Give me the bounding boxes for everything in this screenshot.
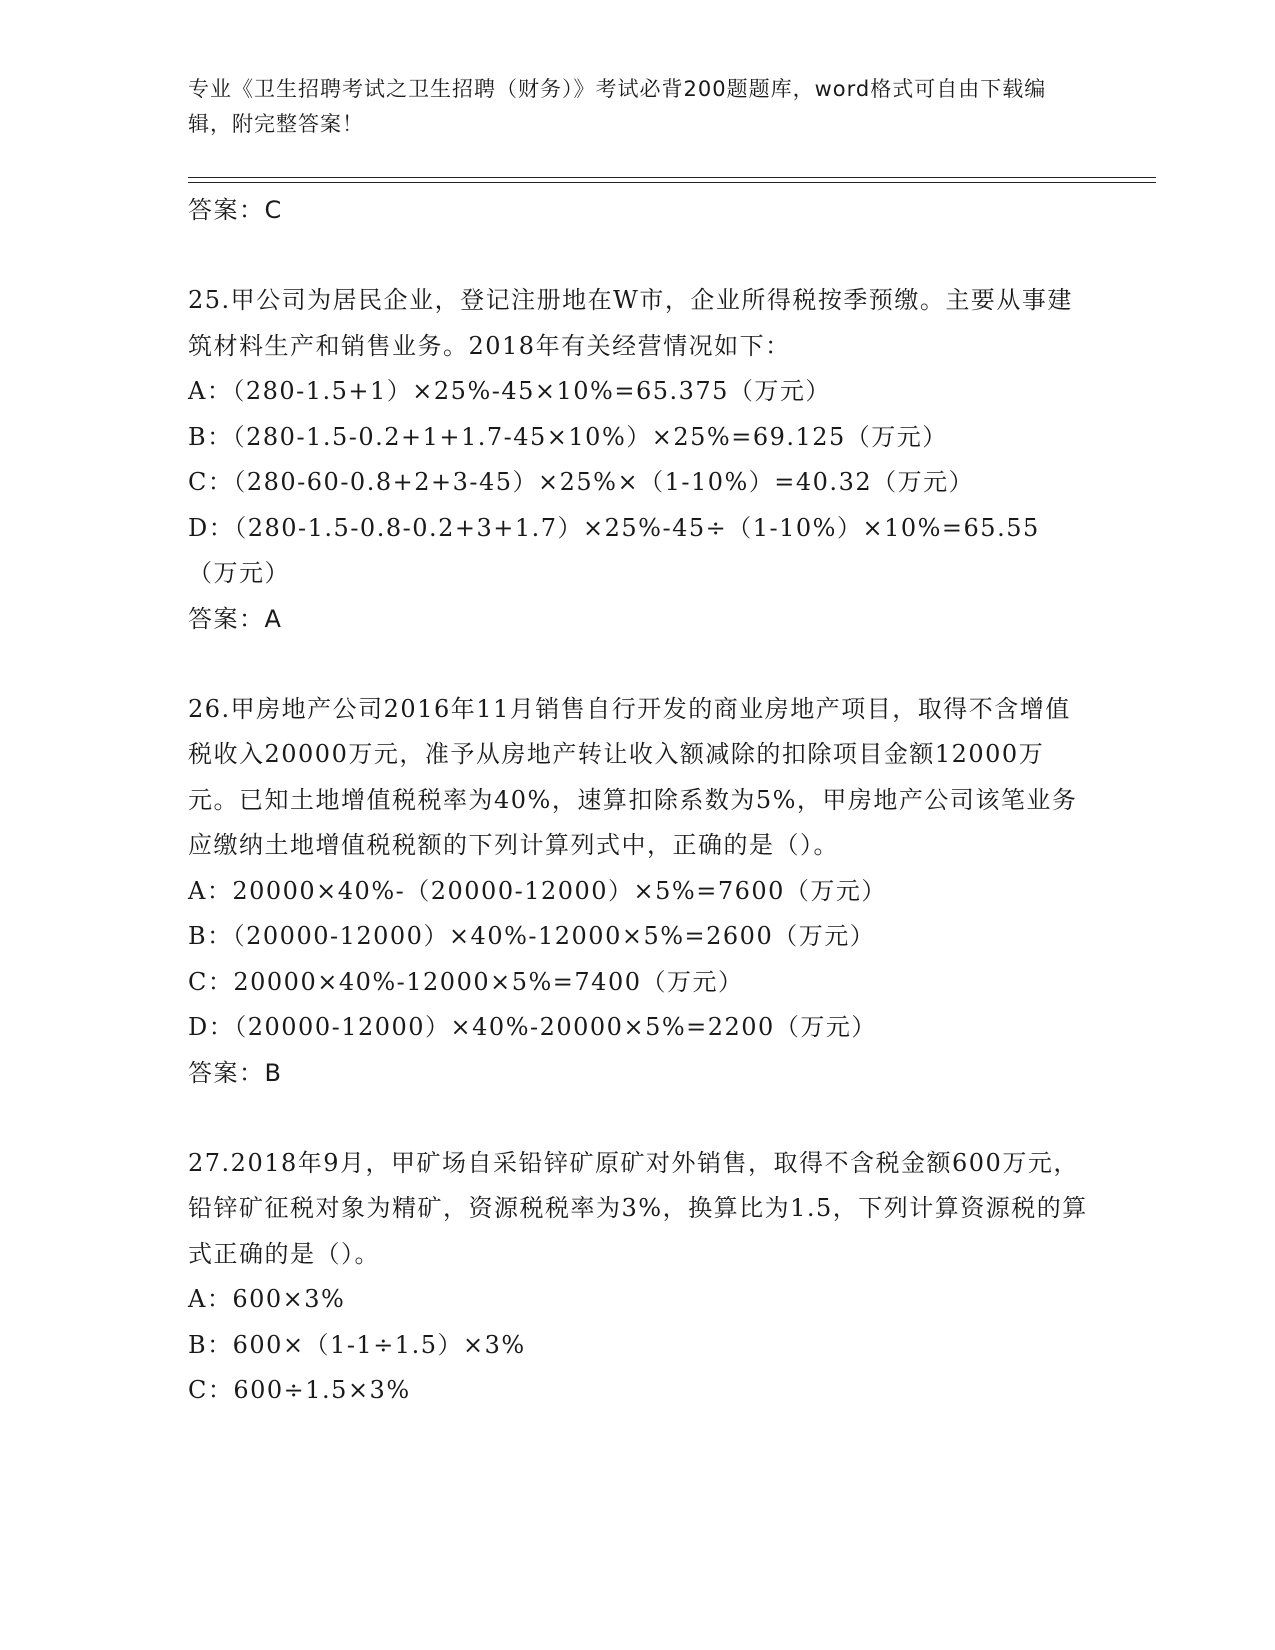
document-header: 专业《卫生招聘考试之卫生招聘（财务）》考试必背200题题库，word格式可自由下载编辑，附完整答案！	[188, 77, 1047, 136]
header-divider-bottom	[188, 182, 1156, 183]
question-26-option-a: A：20000×40%-（20000-12000）×5%=7600（万元）	[188, 876, 887, 905]
question-25-option-a: A：（280-1.5+1）×25%-45×10%=65.375（万元）	[188, 377, 831, 405]
question-25-text: 25.甲公司为居民企业，登记注册地在W市，企业所得税按季预缴。主要从事建筑材料生产和销售业务。2018年有关经营情况如下：	[188, 286, 1073, 360]
question-27-option-c: C：600÷1.5×3%	[188, 1376, 411, 1404]
question-25-option-c: C：（280-60-0.8+2+3-45）×25%×（1-10%）=40.32（万元）	[188, 468, 975, 496]
document-body	[188, 188, 1088, 1414]
question-26-answer: 答案：B	[188, 1058, 283, 1087]
question-25-answer: 答案：A	[188, 604, 283, 633]
question-25-option-d: D：（280-1.5-0.8-0.2+3+1.7）×25%-45÷（1-10%）×10%=65.55（万元）	[188, 513, 1040, 587]
question-26-option-d: D：（20000-12000）×40%-20000×5%=2200（万元）	[188, 1013, 877, 1041]
question-25-option-b: B：（280-1.5-0.2+1+1.7-45×10%）×25%=69.125（万元）	[188, 422, 948, 451]
question-26-text: 26.甲房地产公司2016年11月销售自行开发的商业房地产项目，取得不含增值税收入20000万元，准予从房地产转让收入额减除的扣除项目金额12000万元。已知土地增值税税率为40%，速算扣除系数为5%，甲房地产公司该笔业务应缴纳土地增值税税额的下列计算列式中，正确的是（）。	[188, 694, 1078, 859]
question-27-text: 27.2018年9月，甲矿场自采铅锌矿原矿对外销售，取得不含税金额600万元，铅锌矿征税对象为精矿，资源税税率为3%，换算比为1.5，下列计算资源税的算式正确的是（）。	[188, 1148, 1088, 1268]
header-divider-top	[188, 177, 1156, 178]
answer-line: 答案：C	[188, 196, 283, 224]
question-27-option-a: A：600×3%	[188, 1285, 346, 1313]
question-27-option-b: B：600×（1-1÷1.5）×3%	[188, 1330, 526, 1359]
question-26-option-c: C：20000×40%-12000×5%=7400（万元）	[188, 967, 744, 996]
question-26-option-b: B：（20000-12000）×40%-12000×5%=2600（万元）	[188, 922, 876, 950]
